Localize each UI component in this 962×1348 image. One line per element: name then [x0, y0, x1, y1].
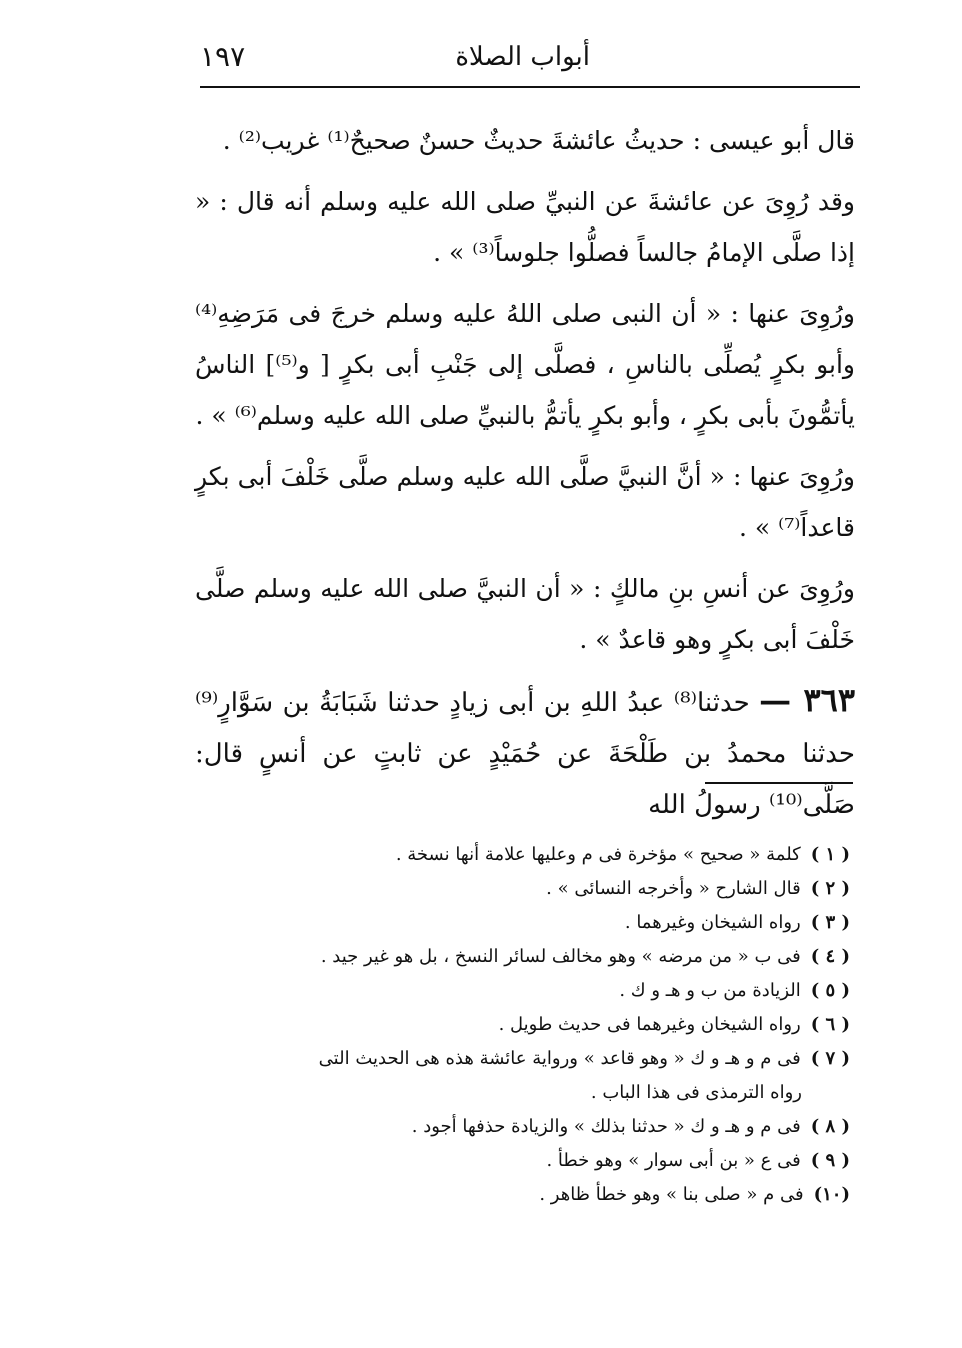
page-header: [200, 28, 860, 84]
main-text: [195, 115, 855, 841]
footnote-item: [185, 1178, 850, 1212]
footnote-item: [185, 1144, 850, 1178]
footnote-item: [185, 1110, 850, 1144]
hadith-text: حدثنا⁽⁸⁾ عبدُ اللهِ بن أبى زيادٍ حدثنا شَبَابَةُ بن سَوَّارٍ⁽⁹⁾ حدثنا محمدُ بن طَلْحَةَ عن حُمَيْدٍ عن ثابتٍ عن أنسٍ قال: صَلَّى⁽¹⁰⁾ رسولُ الله: [195, 688, 855, 820]
footnote-marker: ( ٩ ): [810, 1150, 850, 1171]
footnote-item: [185, 1008, 850, 1042]
paragraph-abu-isa: قال أبو عيسى : حديثُ عائشةَ حديثٌ حسنٌ صحيحٌ⁽¹⁾ غريب⁽²⁾ .: [222, 126, 855, 155]
footnote-marker: (١٠): [813, 1184, 850, 1205]
footnote-marker: ( ٥ ): [810, 980, 850, 1001]
footnote-item: [185, 974, 850, 1008]
footnote-item: [185, 872, 850, 906]
footnote-text: فى م و هـ و ك « حدثنا بذلك » والزيادة حذفها أجود .: [411, 1116, 801, 1137]
footnote-marker: ( ٤ ): [810, 946, 850, 967]
footnote-text: الزيادة من ب و هـ و ك .: [619, 980, 801, 1001]
footnotes-list: [185, 838, 850, 1212]
footnote-text: رواه الشيخان وغيرهما فى حديث طويل .: [498, 1014, 801, 1035]
footnote-marker: ( ٢ ): [810, 878, 850, 899]
footnote-item: [185, 1042, 850, 1110]
paragraph-behind-abu-bakr: ورُوِىَ عنها : « أنَّ النبيَّ صلَّى الله عليه وسلم صلَّى خَلْفَ أبى بكرٍ قاعداً⁽⁷⁾ » .: [195, 462, 855, 542]
footnote-text: فى م و هـ و ك « وهو قاعد » ورواية عائشة هذه هى الحديث التى: [318, 1048, 801, 1069]
paragraph-anas-narration: ورُوِىَ عن أنسِ بنِ مالكٍ : « أن النبيَّ صلى الله عليه وسلم صلَّى خَلْفَ أبى بكرٍ وهو قاعدٌ » .: [195, 574, 855, 654]
footnote-text: قال الشارح « وأخرجه النسائى » .: [546, 878, 801, 899]
page-number: ١٩٧: [200, 40, 246, 73]
footnote-item: [185, 940, 850, 974]
footnote-marker: ( ٨ ): [810, 1116, 850, 1137]
paragraph-illness-narration: ورُوِىَ عنها : « أن النبى صلى اللهُ عليه وسلم خرجَ فى مَرَضِهِ⁽⁴⁾ وأبو بكرٍ يُصلِّى بالناسِ ، فصلَّى إلى جَنْبِ أبى بكرٍ [ و⁽⁵⁾] الناسُ يأتمُّونَ بأبى بكرٍ ، وأبو بكرٍ يأتمُّ بالنبيِّ صلى الله عليه وسلم⁽⁶⁾ » .: [195, 299, 855, 430]
header-divider: [200, 86, 860, 88]
footnote-item: [185, 838, 850, 872]
hadith-paragraph: [195, 675, 855, 831]
hadith-number: ٣٦٣ —: [759, 681, 856, 719]
footnote-marker: ( ٧ ): [810, 1048, 850, 1069]
footnote-item: [185, 906, 850, 940]
footnote-marker: ( ١ ): [810, 844, 850, 865]
footnote-text: فى م « صلى بنا » وهو خطأ ظاهر .: [539, 1184, 804, 1205]
footnote-continuation: رواه الترمذى فى هذا الباب .: [590, 1082, 802, 1103]
footnote-text: كلمة « صحيح » مؤخرة فى م وعليها علامة أنها نسخة .: [395, 844, 801, 865]
footnotes-divider: [705, 782, 853, 784]
chapter-title: أبواب الصلاة: [455, 42, 590, 72]
footnote-text: فى ع « بن أبى سوار » وهو خطأ .: [546, 1150, 801, 1171]
paragraph-aisha-narration: وقد رُوِىَ عن عائشةَ عن النبيِّ صلى الله عليه وسلم أنه قال : « إذا صلَّى الإمامُ جالساً فصلُّوا جلوساً⁽³⁾ » .: [195, 187, 855, 267]
footnote-marker: ( ٦ ): [810, 1014, 850, 1035]
footnote-marker: ( ٣ ): [810, 912, 850, 933]
footnote-text: رواه الشيخان وغيرهما .: [624, 912, 801, 933]
footnote-text: فى ب « من مرضه » وهو مخالف لسائر النسخ ، بل هو غير جيد .: [320, 946, 801, 967]
